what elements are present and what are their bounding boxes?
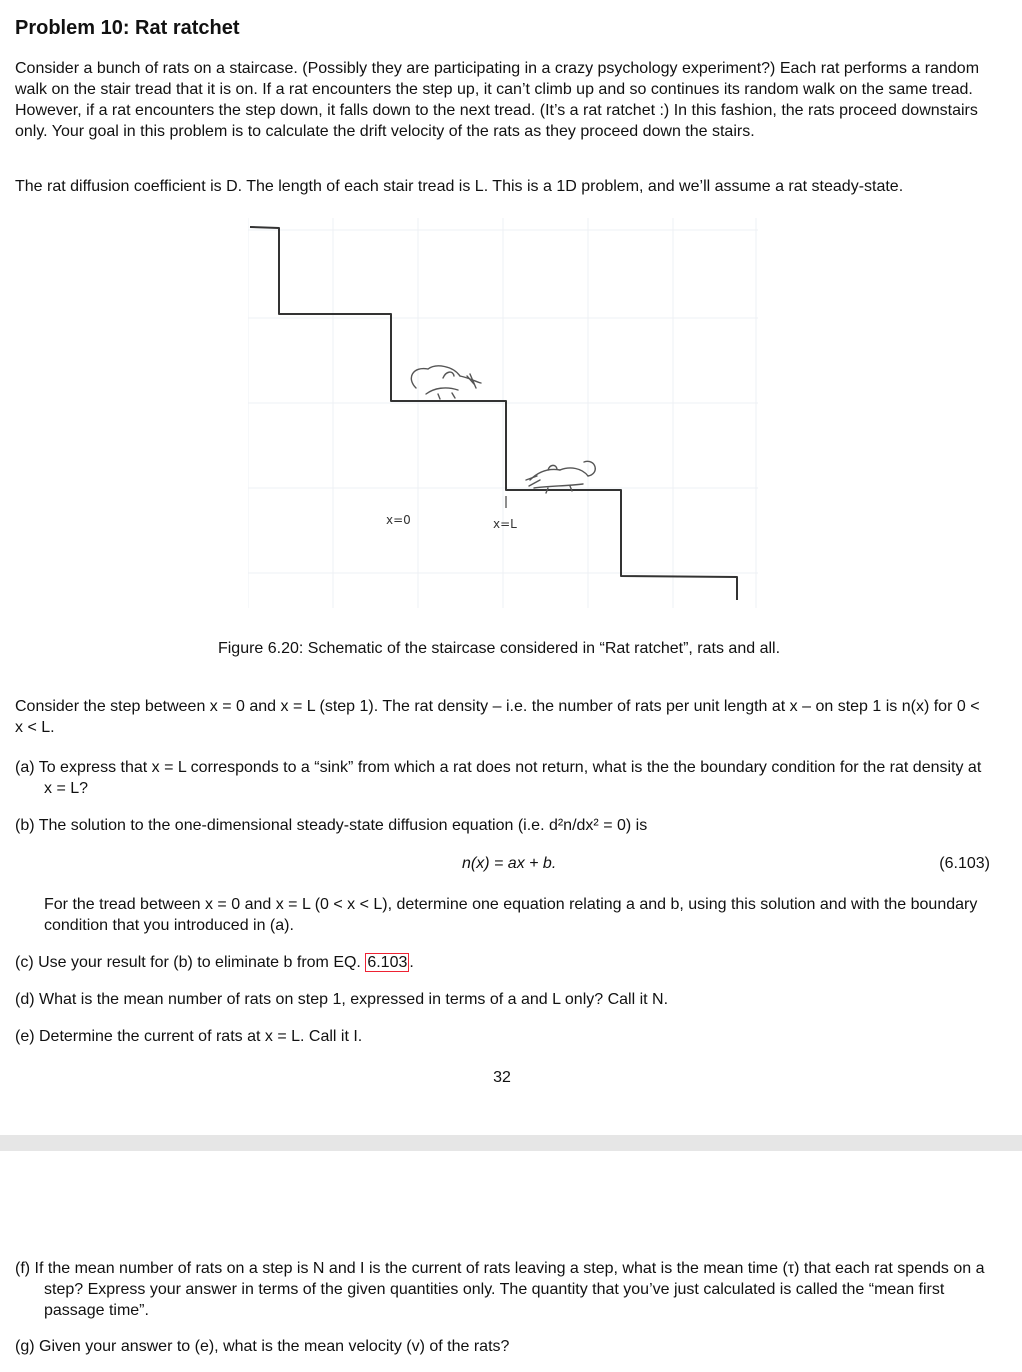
equation-6-103 [0,855,1022,877]
part-f: (f) If the mean number of rats on a step is N and I is the current of rats leaving a step, what is the mean time (τ) that each rat spends on a step? Express your answer in terms of the given quantities only. The quantity that you’ve just calculated is called the “mean first passage time”. [15,1260,985,1319]
part-c-suffix: . [409,954,414,971]
problem-title: Problem 10: Rat ratchet [15,17,240,39]
staircase-line [250,227,737,600]
setup-paragraph: Consider the step between x = 0 and x = L (step 1). The rat density – i.e. the number of rats per unit length at x – on step 1 is n(x) for 0 < x < L. [15,698,980,736]
equation-expression: n(x) = ax + b. [462,855,557,872]
label-x-equals-L: x=L [493,517,517,531]
part-g: (g) Given your answer to (e), what is the mean velocity (v) of the rats? [15,1338,510,1355]
assumption-paragraph: The rat diffusion coefficient is D. The length of each stair tread is L. This is a 1D problem, and we’ll assume a rat steady-state. [15,178,904,195]
part-b: (b) The solution to the one-dimensional steady-state diffusion equation (i.e. d²n/dx² = 0) is [15,817,648,834]
part-a: (a) To express that x = L corresponds to a “sink” from which a rat does not return, what is the the boundary condition for the rat density at x = L? [15,759,982,797]
page-2 [0,1151,1022,1372]
rat-sketch-1 [411,366,481,399]
figure-caption: Figure 6.20: Schematic of the staircase considered in “Rat ratchet”, rats and all. [217,640,781,657]
equation-reference-link[interactable]: 6.103 [367,954,408,971]
part-e: (e) Determine the current of rats at x = L. Call it I. [15,1028,363,1045]
part-d: (d) What is the mean number of rats on step 1, expressed in terms of a and L only? Call it N. [15,991,669,1008]
staircase-figure [248,218,758,608]
page-number: 32 [493,1069,511,1086]
grid-lines [248,218,758,608]
staircase-drawing [248,218,758,608]
intro-paragraph: Consider a bunch of rats on a staircase. (Possibly they are participating in a crazy psychology experiment?) Each rat performs a random walk on the stair tread that it is on. If a rat encounters the step up, it can’t climb up and so continues its random walk on the same tread. However, if a rat encounters the step down, it falls down to the next tread. (It’s a rat ratchet :) In this fashion, the rats proceed downstairs only. Your goal in this problem is to calculate the drift velocity of the rats as they proceed down the stairs. [15,60,980,140]
equation-number: (6.103) [939,855,990,872]
part-c-text: (c) Use your result for (b) to eliminate b from EQ. [15,954,361,971]
label-x-equals-0: x=0 [386,513,411,527]
page-separator [0,1135,1022,1151]
part-b-continued: For the tread between x = 0 and x = L (0 < x < L), determine one equation relating a and b, using this solution and with the boundary condition that you introduced in (a). [44,896,978,934]
part-c [15,952,990,973]
